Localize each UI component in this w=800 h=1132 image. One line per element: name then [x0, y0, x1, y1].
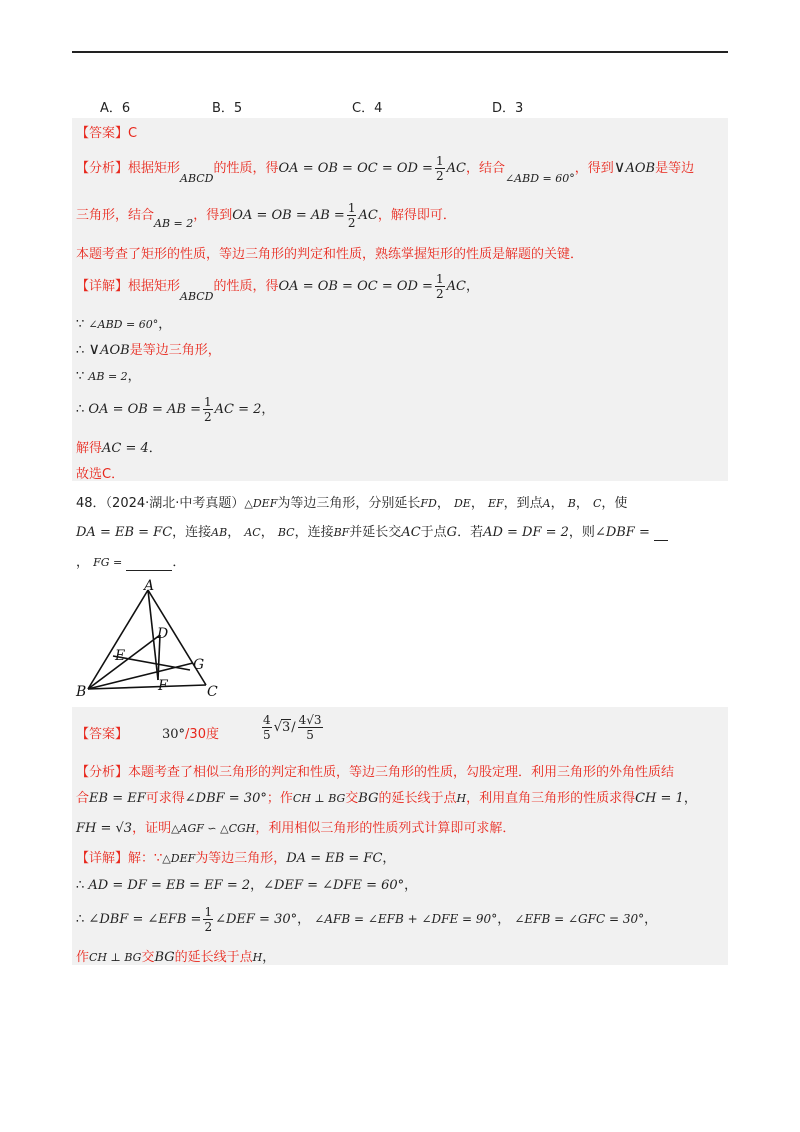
equation: DA = EB = FC — [76, 525, 173, 540]
answer-value-angle: 30° — [162, 727, 186, 742]
text: ， — [497, 912, 511, 927]
detail-line2 — [76, 874, 417, 893]
numerator: 4 — [263, 713, 271, 727]
label-F: F — [158, 678, 168, 694]
question-line3: ， FG = ． — [76, 555, 186, 570]
separator: / — [291, 720, 296, 735]
denominator: 2 — [204, 920, 213, 934]
point: C — [592, 497, 602, 510]
text: ， — [683, 791, 697, 806]
given: AB = 2 — [88, 370, 128, 383]
text: ，连接 — [172, 525, 212, 540]
text: ， — [382, 851, 396, 866]
choice-b: B．5 — [212, 101, 243, 116]
text: 三角形，结合 — [76, 208, 155, 223]
fraction-half — [435, 154, 445, 183]
segment: EF — [487, 497, 504, 510]
text: 解：∵ — [128, 851, 163, 866]
because-symbol: ∵ — [76, 369, 85, 384]
text: 是等边三角形， — [129, 343, 221, 358]
equation: CH = 1 — [635, 791, 684, 806]
text: ， — [644, 912, 658, 927]
segment: FD — [420, 497, 437, 510]
numerator: 4√3 — [298, 713, 322, 727]
prev-answer-value: C — [128, 126, 138, 141]
text: ， — [261, 402, 275, 417]
equation: AD = DF = EB = EF = 2 — [88, 878, 251, 893]
equation: OA = OB = OC = OD = — [278, 279, 433, 294]
detail-line4 — [76, 946, 275, 965]
radicand: 3 — [281, 720, 291, 735]
answer-angle — [162, 723, 219, 742]
triangle-name: △DEF — [162, 852, 196, 865]
segment: BC — [277, 526, 295, 539]
text: 根据矩形 — [128, 161, 181, 176]
analysis-label: 【分析】 — [76, 765, 129, 780]
denominator: 5 — [306, 728, 314, 742]
question-line2: DA = EB = FC，连接AB， AC， BC，连接BF并延长交AC于点G．若AD = DF = 2，则∠DBF = — [76, 521, 668, 541]
because-symbol: ∵ — [76, 317, 85, 332]
angle-eq: ∠ABD = 60° — [88, 318, 159, 331]
text: ，则 — [568, 525, 595, 540]
rect-name: ABCD — [180, 290, 214, 303]
text: ；作 — [266, 791, 293, 806]
condition: AD = DF = 2 — [483, 525, 569, 540]
equation: OA = OB = OC = OD = — [278, 161, 433, 176]
perpendicular: CH ⊥ BG — [89, 951, 142, 964]
segment: AB — [211, 526, 228, 539]
point: H — [456, 792, 467, 805]
angle-eq: ∠AFB = ∠EFB + ∠DFE = 90° — [314, 912, 498, 926]
text: ，得到 — [193, 208, 233, 223]
text: 交 — [345, 791, 359, 806]
point: H — [252, 951, 263, 964]
analysis-line1 — [76, 761, 674, 780]
question-ask-angle: ∠DBF = — [594, 525, 650, 540]
label-A: A — [144, 578, 155, 594]
angle-eq: ∠DEF = ∠DFE = 60° — [263, 878, 405, 893]
text: 于点 — [420, 525, 447, 540]
text: 为等边三角形， — [195, 851, 287, 866]
segment: BF — [333, 526, 350, 539]
detail-line1 — [76, 847, 395, 866]
label-C: C — [207, 684, 218, 700]
triangle-name: AOB — [100, 343, 130, 358]
fraction-four-fifths — [262, 713, 272, 742]
choice-a: A．6 — [100, 101, 131, 116]
prev-detail-line3 — [76, 339, 221, 358]
triangle-name: AOB — [625, 161, 656, 176]
segment: DE — [453, 497, 471, 510]
denominator: 2 — [347, 216, 356, 230]
segment: AC — [244, 526, 261, 539]
analysis-line2 — [76, 787, 697, 806]
segment: AC — [401, 525, 421, 540]
label-D: D — [157, 626, 169, 642]
prev-detail-line2 — [76, 313, 171, 332]
numerator: 1 — [347, 201, 356, 215]
equation: DA = EB = FC — [286, 851, 383, 866]
triangle-icon: ∨ — [613, 157, 626, 176]
prev-detail-line1 — [76, 272, 479, 301]
fraction-half — [203, 905, 213, 934]
question-line1: 48．（2024·湖北·中考真题）△DEF为等边三角形，分别延长FD， DE， EF，到点A， B， C，使 — [76, 496, 628, 511]
prev-detail-line5 — [76, 395, 274, 424]
equation: OA = OB = AB = — [88, 402, 201, 417]
equation: AC = 4 — [102, 441, 149, 456]
question-ask-length: FG = — [93, 556, 123, 569]
prev-analysis-summary: 本题考查了矩形的性质，等边三角形的判定和性质，熟练掌握矩形的性质是解题的关键． — [76, 247, 584, 262]
text: ，利用直角三角形的性质求得 — [466, 791, 636, 806]
equation: FH = √3 — [76, 821, 133, 836]
triangle-name: △DEF — [244, 497, 278, 510]
therefore-symbol: ∴ — [76, 912, 85, 927]
prev-analysis-line2 — [76, 201, 456, 230]
answer-value-alt: /30度 — [185, 727, 219, 742]
equation: OA = OB = AB = — [232, 208, 345, 223]
triangle-icon: ∨ — [88, 339, 101, 358]
prev-analysis-label: 【分析】 — [76, 161, 129, 176]
segment: AC — [358, 208, 378, 223]
detail-line3 — [76, 905, 657, 934]
angle-eq: ∠ABD = 60° — [504, 172, 575, 185]
text: 解得 — [76, 441, 103, 456]
text: 并延长交 — [349, 525, 402, 540]
text: 可求得 — [145, 791, 185, 806]
numerator: 1 — [203, 395, 212, 409]
label-E: E — [115, 648, 126, 664]
text: 作 — [76, 950, 90, 965]
text: 为等边三角形，分别延长 — [277, 496, 421, 511]
text: ． — [172, 555, 186, 570]
text: ，到点 — [503, 496, 543, 511]
fraction-half — [435, 272, 445, 301]
rect-name: ABCD — [180, 172, 214, 185]
prev-detail-line4 — [76, 365, 141, 384]
segment: AC — [446, 161, 466, 176]
given: AB = 2 — [154, 217, 194, 230]
perpendicular: CH ⊥ BG — [292, 792, 346, 805]
point: A — [542, 497, 551, 510]
text: ，利用相似三角形的性质列式计算即可求解． — [255, 821, 516, 836]
angle-eq: ∠EFB = ∠GFC = 30° — [514, 912, 645, 926]
therefore-symbol: ∴ — [76, 878, 85, 893]
text: 根据矩形 — [128, 279, 181, 294]
answer-length: $\frac{4}{5}$ √3/ $\frac{4√3}{5}$ — [263, 713, 322, 742]
answer-line — [76, 723, 128, 742]
question-number: 48．（2024·湖北·中考真题） — [76, 496, 245, 511]
text: ，得到 — [574, 161, 614, 176]
choice-d: D．3 — [492, 101, 524, 116]
text: ， — [262, 950, 276, 965]
text: ，解得即可． — [377, 208, 456, 223]
equation: ∠DBF = ∠EFB = — [88, 912, 202, 927]
answer-blank — [126, 555, 172, 571]
therefore-symbol: ∴ — [76, 343, 85, 358]
label-B: B — [76, 684, 87, 700]
numerator: 1 — [204, 905, 213, 919]
label-G: G — [193, 657, 205, 673]
triangle-figure — [72, 572, 232, 702]
text: 合 — [76, 791, 90, 806]
detail-label: 【详解】 — [76, 851, 129, 866]
analysis-line3 — [76, 817, 515, 836]
prev-answer-label: 【答案】 — [76, 126, 129, 141]
fraction-half — [203, 395, 213, 424]
text: ， — [297, 912, 311, 927]
prev-detail-label: 【详解】 — [76, 279, 129, 294]
text: 是等边 — [655, 161, 695, 176]
text: ， — [158, 317, 172, 332]
point: B — [567, 497, 576, 510]
text: 本题考查了相似三角形的判定和性质，等边三角形的性质，勾股定理．利用三角形的外角性质结 — [128, 765, 675, 780]
numerator: 1 — [435, 272, 444, 286]
text: 的延长线于点 — [174, 950, 253, 965]
text: ，证明 — [132, 821, 172, 836]
prev-detail-line6 — [76, 437, 162, 456]
prev-answer — [76, 122, 137, 141]
segment: BG — [358, 791, 379, 806]
text: ，连接 — [294, 525, 334, 540]
equation: AC = 2 — [214, 402, 262, 417]
point: G — [446, 525, 458, 540]
segment: AC — [446, 279, 466, 294]
therefore-symbol: ∴ — [76, 402, 85, 417]
text: 的延长线于点 — [378, 791, 457, 806]
angle-eq: ∠DEF = 30° — [215, 912, 298, 927]
header-rule — [72, 51, 728, 53]
prev-detail-choose: 故选C． — [76, 467, 125, 482]
numerator: 1 — [435, 154, 444, 168]
text: ．若 — [457, 525, 484, 540]
text: ． — [148, 441, 162, 456]
answer-blank — [654, 525, 668, 541]
text: ， — [127, 369, 141, 384]
denominator: 2 — [435, 287, 444, 301]
text: ，使 — [601, 496, 628, 511]
choice-c: C．4 — [352, 101, 383, 116]
text: ， — [250, 878, 264, 893]
text: ， — [465, 279, 479, 294]
angle-eq: ∠DBF = 30° — [184, 791, 267, 806]
similarity: △AGF ∽ △CGH — [171, 822, 256, 835]
text: ，结合 — [465, 161, 505, 176]
text: 交 — [141, 950, 155, 965]
segment: BG — [154, 950, 175, 965]
denominator: 2 — [203, 410, 212, 424]
text: ， — [404, 878, 418, 893]
denominator: 2 — [435, 169, 444, 183]
denominator: 5 — [263, 728, 271, 742]
prev-analysis-line1 — [76, 154, 694, 183]
text: 的性质，得 — [213, 161, 279, 176]
fraction-alt — [298, 713, 323, 742]
text: 的性质，得 — [213, 279, 279, 294]
answer-label: 【答案】 — [76, 727, 129, 742]
fraction-half — [347, 201, 357, 230]
equation: EB = EF — [89, 791, 146, 806]
